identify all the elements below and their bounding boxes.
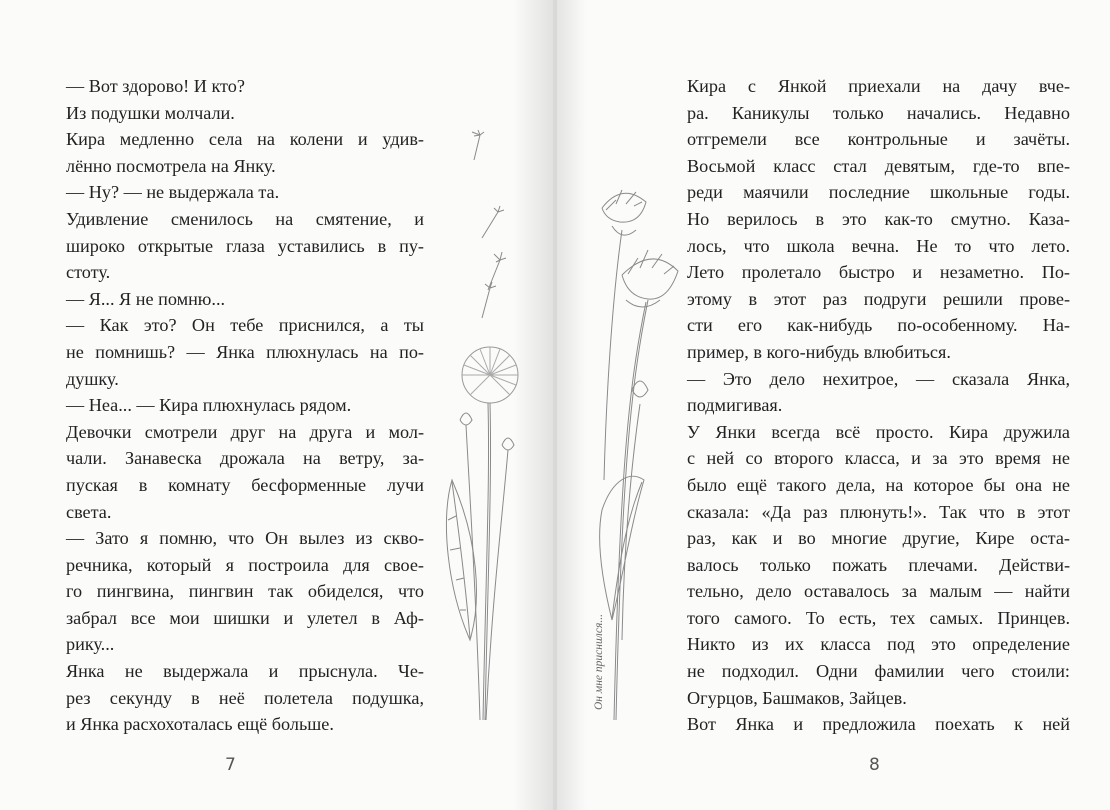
- text-line: подмигивая.: [687, 395, 783, 416]
- text-line: не подходил. Одни фамилии чего стоили:: [687, 661, 1070, 682]
- text-line: пуская в комнату бесформенные лучи: [66, 474, 424, 495]
- text-line: того самого. То есть, тех самых. Принцев.: [687, 607, 1070, 628]
- text-line: сти его как-нибудь по-особенному. На-: [687, 315, 1070, 336]
- text-line: было ещё такого дела, на которое бы она не: [687, 474, 1070, 495]
- left-page-text: [66, 73, 424, 738]
- text-line: го пингвина, пингвин так обиделся, что: [66, 581, 424, 602]
- left-page: [0, 0, 553, 810]
- text-line: Из подушки молчали.: [66, 102, 235, 123]
- text-line: сказала: «Да раз плюнуть!». Так что в этот: [687, 501, 1070, 522]
- text-line: — Это дело нехитрое, — сказала Янка,: [687, 368, 1070, 389]
- text-line: лённо посмотрела на Янку.: [66, 155, 276, 176]
- text-line: — Ну? — не выдержала та.: [66, 182, 280, 203]
- text-line: Кира с Янкой приехали на дачу вче-: [687, 76, 1070, 96]
- text-line: Кира медленно села на колени и удив-: [66, 129, 424, 150]
- text-line: У Янки всегда всё просто. Кира дружила: [687, 421, 1070, 442]
- text-line: Лето пролетало быстро и незаметно. По-: [687, 262, 1070, 283]
- text-line: валось только пожать плечами. Действи-: [687, 554, 1070, 575]
- text-line: широко открытые глаза уставились в пу-: [66, 235, 424, 256]
- text-line: Вот Янка и предложила поехать к ней: [687, 714, 1070, 735]
- text-line: — Вот здорово! И кто?: [66, 76, 245, 96]
- page-number: 7: [225, 755, 236, 775]
- vertical-caption: Он мне приснился...: [593, 614, 605, 710]
- text-line: этому в этот раз подруги решили прове-: [687, 288, 1070, 309]
- text-line: света.: [66, 501, 112, 522]
- dandelion-seed-icon: [488, 252, 506, 290]
- dandelion-seed-icon: [482, 206, 504, 238]
- text-line: реди маячили последние школьные годы.: [687, 182, 1070, 203]
- text-line: раз, как и во многие другие, Кире оста-: [687, 528, 1070, 549]
- text-line: лось, что школа вечна. Не то что лето.: [687, 235, 1070, 256]
- text-line: Огурцов, Башмаков, Зайцев.: [687, 687, 907, 708]
- text-line: тельно, дело оставалось за малым — найти: [687, 581, 1070, 602]
- dandelion-illustration-left: [430, 120, 545, 730]
- text-line: рез секунду в неё полетела подушка,: [66, 687, 424, 708]
- text-line: рику...: [66, 634, 115, 655]
- text-line: и Янка расхохоталась ещё больше.: [66, 714, 334, 735]
- text-line: — Неа... — Кира плюхнулась рядом.: [66, 395, 352, 416]
- text-line: — Как это? Он тебе приснился, а ты: [66, 315, 424, 336]
- text-line: стоту.: [66, 262, 111, 283]
- right-page-text: [687, 73, 1070, 738]
- text-line: — Зато я помню, что Он вылез из скво-: [66, 528, 424, 549]
- text-line: Никто из их класса под это определение: [687, 634, 1070, 655]
- dandelion-seed-icon: [472, 130, 484, 160]
- text-line: ра. Каникулы только начались. Недавно: [687, 102, 1070, 123]
- text-line: отгремели все контрольные и зачёты.: [687, 129, 1070, 150]
- text-line: чали. Занавеска дрожала на ветру, за-: [66, 448, 424, 469]
- text-line: — Я... Я не помню...: [66, 288, 226, 309]
- text-line: забрал все мои шишки и улетел в Аф-: [66, 607, 424, 628]
- text-line: душку.: [66, 368, 119, 389]
- page-number: 8: [869, 755, 880, 775]
- text-line: речника, который я построила для свое-: [66, 554, 424, 575]
- text-line: с ней со второго класса, и за это время не: [687, 448, 1070, 469]
- text-line: не помнишь? — Янка плюхнулась на по-: [66, 341, 424, 362]
- text-line: Янка не выдержала и прыснула. Че-: [66, 661, 424, 682]
- text-line: пример, в кого-нибудь влюбиться.: [687, 341, 951, 362]
- right-page: [557, 0, 1110, 810]
- text-line: Удивление сменилось на смятение, и: [66, 208, 424, 229]
- dandelion-seed-icon: [482, 282, 496, 318]
- text-line: Но верилось в это как-то смутно. Каза-: [687, 208, 1070, 229]
- text-line: Девочки смотрели друг на друга и мол-: [66, 421, 424, 442]
- text-line: Восьмой класс стал девятым, где-то впе-: [687, 155, 1070, 176]
